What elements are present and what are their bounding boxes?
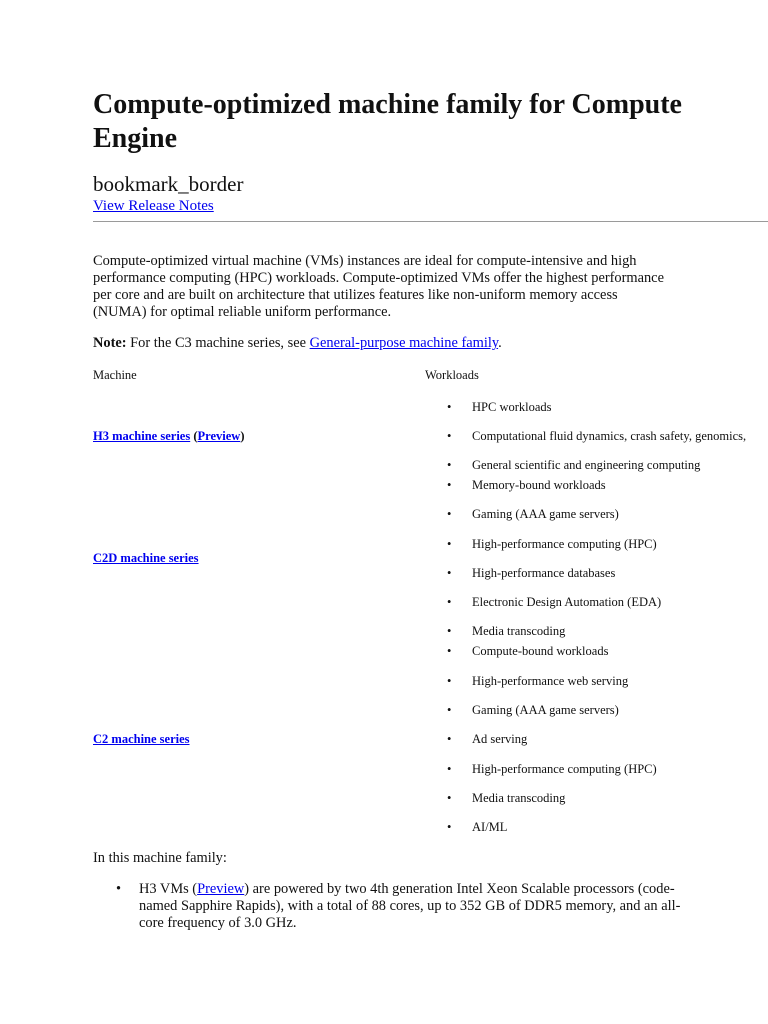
intro-paragraph: Compute-optimized virtual machine (VMs) instances are ideal for compute-intensive and high performance computing (HPC) workloads. Compute-optimized VMs offer the highest performance per core and are built on architecture that utilizes features like non-uniform memory access (NUMA) for optimal reliable uniform performance. bbox=[93, 253, 664, 320]
general-purpose-family-link[interactable]: General-purpose machine family bbox=[309, 335, 499, 351]
h3-vm-description: H3 VMs (Preview) are powered by two 4th generation Intel Xeon Scalable processors (code-named Sapphire Rapids), with a total of 88 cores, up to 352 GB of DDR5 memory, and an all-core frequency of 3.0 GHz. bbox=[139, 881, 681, 931]
h3-preview-link[interactable]: Preview bbox=[197, 429, 241, 443]
paren-close: ) bbox=[240, 429, 245, 443]
bookmark-border-icon[interactable]: bookmark_border bbox=[93, 172, 244, 196]
bullet-icon: • bbox=[116, 881, 122, 897]
h3-machine-series-link[interactable]: H3 machine series bbox=[93, 429, 191, 443]
table-header-workloads: Workloads bbox=[425, 368, 479, 382]
paren-open: ( bbox=[190, 429, 198, 443]
family-heading: In this machine family: bbox=[93, 850, 227, 866]
c2-machine-series-link[interactable]: C2 machine series bbox=[93, 732, 190, 746]
table-header-machine: Machine bbox=[93, 368, 137, 382]
note-end: . bbox=[498, 335, 502, 351]
note-label: Note: bbox=[93, 335, 127, 351]
divider bbox=[93, 221, 768, 222]
view-release-notes-link[interactable]: View Release Notes bbox=[93, 198, 214, 214]
table-row-h3 bbox=[93, 429, 245, 444]
note bbox=[93, 335, 502, 352]
page-title: Compute-optimized machine family for Compute Engine bbox=[93, 89, 682, 154]
note-text: For the C3 machine series, see bbox=[130, 335, 307, 351]
c2d-machine-series-link[interactable]: C2D machine series bbox=[93, 551, 199, 565]
h3-vm-preview-link[interactable]: Preview bbox=[197, 881, 245, 897]
